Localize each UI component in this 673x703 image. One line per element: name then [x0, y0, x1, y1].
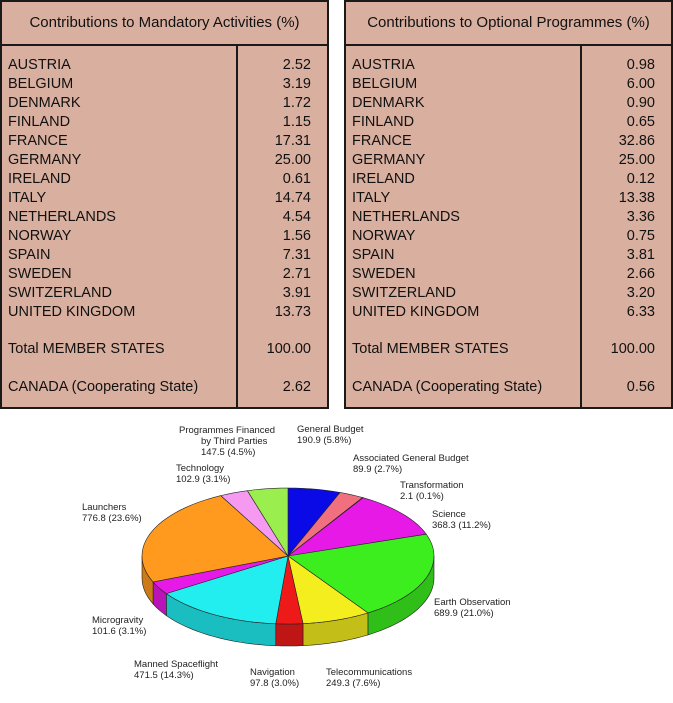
table-row: [346, 132, 671, 151]
country-name: IRELAND: [352, 171, 415, 187]
contribution-value: 3.81: [626, 247, 655, 263]
contribution-value: 1.72: [282, 95, 311, 111]
cooperating-state-row: [346, 378, 671, 397]
contribution-value: 2.52: [282, 57, 311, 73]
slice-value-label: 776.8 (23.6%): [82, 513, 142, 524]
country-name: FRANCE: [8, 133, 68, 149]
country-name: GERMANY: [352, 152, 426, 168]
contribution-value: 1.56: [282, 228, 311, 244]
budget-pie-chart: [0, 409, 673, 703]
country-name: SWITZERLAND: [8, 285, 112, 301]
country-name: FINLAND: [8, 114, 71, 130]
slice-value-label: 471.5 (14.3%): [134, 670, 194, 681]
contribution-value: 0.75: [626, 228, 655, 244]
country-name: ITALY: [8, 190, 47, 206]
country-name: AUSTRIA: [8, 57, 71, 73]
table-row: [346, 208, 671, 227]
table-row: [2, 75, 327, 94]
slice-value-label: 368.3 (11.2%): [432, 520, 491, 531]
country-name: DENMARK: [8, 95, 81, 111]
table-row: [2, 189, 327, 208]
table-body: [2, 46, 327, 409]
slice-value-label: 2.1 (0.1%): [400, 491, 444, 502]
contribution-value: 0.56: [626, 379, 655, 395]
slice-value-label: 102.9 (3.1%): [176, 474, 231, 485]
slice-name-label: Navigation: [250, 667, 295, 678]
slice-name-label: Programmes Financed: [179, 425, 276, 436]
country-name: GERMANY: [8, 152, 82, 168]
slice-name-label: by Third Parties: [201, 436, 268, 447]
table-row: [2, 94, 327, 113]
slice-name-label: Technology: [176, 463, 225, 474]
country-name: BELGIUM: [8, 76, 74, 92]
contribution-value: 0.61: [282, 171, 311, 187]
contribution-value: 0.12: [626, 171, 655, 187]
table-row: [346, 227, 671, 246]
table-row: [2, 208, 327, 227]
pie-top: [142, 488, 434, 624]
country-name: SWEDEN: [8, 266, 72, 282]
contribution-value: 1.15: [282, 114, 311, 130]
table-row: [2, 151, 327, 170]
table-row: [2, 303, 327, 322]
table-row: [2, 170, 327, 189]
country-name: NETHERLANDS: [8, 209, 116, 225]
total-row: [2, 340, 327, 359]
contribution-value: 2.62: [282, 379, 311, 395]
contribution-value: 32.86: [618, 133, 655, 149]
table-row: [2, 284, 327, 303]
country-name: BELGIUM: [352, 76, 418, 92]
table-row: [346, 151, 671, 170]
optional-programmes-table: [344, 0, 673, 409]
country-name: FINLAND: [352, 114, 415, 130]
table-title: Contributions to Optional Programmes (%): [346, 2, 671, 46]
slice-value-label: 147.5 (4.5%): [201, 447, 256, 458]
country-name: Total MEMBER STATES: [352, 341, 509, 357]
slice-name-label: Transformation: [400, 480, 464, 491]
contribution-value: 3.20: [626, 285, 655, 301]
table-row: [346, 284, 671, 303]
contribution-value: 3.91: [282, 285, 311, 301]
table-row: [2, 265, 327, 284]
country-name: AUSTRIA: [352, 57, 415, 73]
country-name: Total MEMBER STATES: [8, 341, 165, 357]
contribution-value: 2.66: [626, 266, 655, 282]
country-name: DENMARK: [352, 95, 425, 111]
country-name: NORWAY: [8, 228, 72, 244]
table-row: [2, 132, 327, 151]
table-row: [346, 75, 671, 94]
pie-side-6: [276, 624, 303, 646]
slice-name-label: Telecommunications: [326, 667, 413, 678]
contribution-value: 17.31: [274, 133, 311, 149]
slice-value-label: 97.8 (3.0%): [250, 678, 300, 689]
contribution-value: 2.71: [282, 266, 311, 282]
country-name: UNITED KINGDOM: [352, 304, 480, 320]
contribution-value: 3.19: [282, 76, 311, 92]
country-name: CANADA (Cooperating State): [8, 379, 199, 395]
contribution-value: 25.00: [274, 152, 311, 168]
slice-value-label: 190.9 (5.8%): [297, 435, 352, 446]
total-row: [346, 340, 671, 359]
slice-value-label: 249.3 (7.6%): [326, 678, 381, 689]
slice-name-label: Microgravity: [92, 615, 144, 626]
contribution-value: 25.00: [618, 152, 655, 168]
contribution-value: 14.74: [274, 190, 311, 206]
country-name: UNITED KINGDOM: [8, 304, 136, 320]
table-row: [346, 246, 671, 265]
country-name: SPAIN: [8, 247, 51, 263]
contribution-value: 100.00: [266, 341, 311, 357]
slice-name-label: Science: [432, 509, 466, 520]
contribution-value: 0.65: [626, 114, 655, 130]
contribution-value: 6.33: [626, 304, 655, 320]
contribution-value: 13.73: [274, 304, 311, 320]
table-row: [346, 113, 671, 132]
table-row: [346, 189, 671, 208]
slice-name-label: General Budget: [297, 424, 364, 435]
country-name: CANADA (Cooperating State): [352, 379, 543, 395]
table-row: [346, 94, 671, 113]
country-name: NETHERLANDS: [352, 209, 460, 225]
slice-name-label: Associated General Budget: [353, 453, 469, 464]
contribution-value: 3.36: [626, 209, 655, 225]
contribution-value: 100.00: [610, 341, 655, 357]
table-body: [346, 46, 671, 409]
country-name: SPAIN: [352, 247, 395, 263]
slice-value-label: 689.9 (21.0%): [434, 608, 494, 619]
contribution-value: 6.00: [626, 76, 655, 92]
slice-value-label: 101.6 (3.1%): [92, 626, 147, 637]
table-row: [2, 56, 327, 75]
table-row: [346, 265, 671, 284]
contribution-value: 0.98: [626, 57, 655, 73]
contribution-value: 0.90: [626, 95, 655, 111]
contribution-value: 13.38: [618, 190, 655, 206]
contribution-value: 7.31: [282, 247, 311, 263]
slice-name-label: Earth Observation: [434, 597, 511, 608]
country-name: SWITZERLAND: [352, 285, 456, 301]
table-row: [2, 113, 327, 132]
table-row: [2, 246, 327, 265]
country-name: SWEDEN: [352, 266, 416, 282]
contribution-value: 4.54: [282, 209, 311, 225]
country-name: NORWAY: [352, 228, 416, 244]
table-row: [2, 227, 327, 246]
table-title: Contributions to Mandatory Activities (%): [2, 2, 327, 46]
slice-name-label: Launchers: [82, 502, 127, 513]
table-row: [346, 303, 671, 322]
mandatory-activities-table: [0, 0, 329, 409]
country-name: FRANCE: [352, 133, 412, 149]
table-row: [346, 56, 671, 75]
slice-value-label: 89.9 (2.7%): [353, 464, 403, 475]
country-name: ITALY: [352, 190, 391, 206]
table-row: [346, 170, 671, 189]
slice-name-label: Manned Spaceflight: [134, 659, 218, 670]
country-name: IRELAND: [8, 171, 71, 187]
cooperating-state-row: [2, 378, 327, 397]
